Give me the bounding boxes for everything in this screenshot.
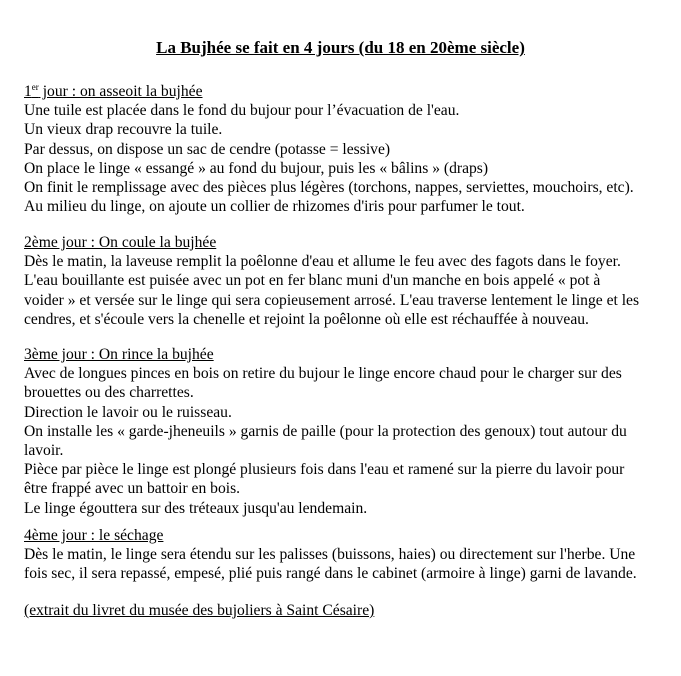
source-citation: (extrait du livret du musée des bujoliers à Saint Césaire) xyxy=(24,602,375,619)
paragraph-line: fois sec, il sera repassé, empesé, plié puis rangé dans le cabinet (armoire à linge) garni de lavande. xyxy=(24,565,637,583)
section-day-4 xyxy=(24,526,664,584)
paragraph-line: Pièce par pièce le linge est plongé plusieurs fois dans l'eau et ramené sur la pierre du lavoir pour xyxy=(24,461,625,479)
paragraph-line: Par dessus, on dispose un sac de cendre (potasse = lessive) xyxy=(24,140,391,158)
paragraph-line: Le linge égouttera sur des tréteaux jusqu'au lendemain. xyxy=(24,499,368,517)
paragraph-line: On finit le remplissage avec des pièces plus légères (torchons, nappes, serviettes, mouchoirs, etc). xyxy=(24,179,634,197)
heading-superscript: er xyxy=(31,81,39,92)
heading-text: jour : on asseoit la bujhée xyxy=(38,83,203,100)
section-heading-day-4: 4ème jour : le séchage xyxy=(24,527,164,544)
paragraph-line: On place le linge « essangé » au fond du bujour, puis les « bâlins » (draps) xyxy=(24,159,489,177)
paragraph-line: Dès le matin, le linge sera étendu sur les palisses (buissons, haies) ou directement sur l'herbe. Une xyxy=(24,546,636,564)
paragraph-line: Direction le lavoir ou le ruisseau. xyxy=(24,403,232,421)
document-title: La Bujhée se fait en 4 jours (du 18 en 20ème siècle) xyxy=(156,38,525,57)
section-day-1 xyxy=(24,82,664,216)
paragraph-line: L'eau bouillante est puisée avec un pot en fer blanc muni d'un manche en bois appelé « pot à xyxy=(24,272,601,290)
paragraph-line: lavoir. xyxy=(24,442,64,460)
section-day-3 xyxy=(24,345,664,518)
paragraph-line: Dès le matin, la laveuse remplit la poêlonne d'eau et allume le feu avec des fagots dans le foyer. xyxy=(24,253,621,271)
paragraph-line: Une tuile est placée dans le fond du bujour pour l’évacuation de l'eau. xyxy=(24,102,460,120)
paragraph-line: Avec de longues pinces en bois on retire du bujour le linge encore chaud pour le charger sur des xyxy=(24,365,622,383)
paragraph-line: Un vieux drap recouvre la tuile. xyxy=(24,121,223,139)
paragraph-line: brouettes ou des charrettes. xyxy=(24,384,194,402)
paragraph-line: On installe les « garde-jheneuils » garnis de paille (pour la protection des genoux) tout autour du xyxy=(24,422,627,440)
heading-number: 1 xyxy=(24,83,32,100)
paragraph-line: voider » et versée sur le linge qui sera copieusement arrosé. L'eau traverse lentement le linge et les xyxy=(24,291,640,309)
section-heading-day-1 xyxy=(24,82,664,101)
paragraph-line: cendres, et s'écoule vers la chenelle et rejoint la poêlonne où elle est réchauffée à nouveau. xyxy=(24,310,589,328)
section-heading-day-2: 2ème jour : On coule la bujhée xyxy=(24,234,217,251)
paragraph-line: être frappé avec un battoir en bois. xyxy=(24,480,241,498)
section-day-2 xyxy=(24,233,664,329)
section-heading-day-3: 3ème jour : On rince la bujhée xyxy=(24,346,214,363)
paragraph-line: Au milieu du linge, on ajoute un collier de rhizomes d'iris pour parfumer le tout. xyxy=(24,198,525,216)
